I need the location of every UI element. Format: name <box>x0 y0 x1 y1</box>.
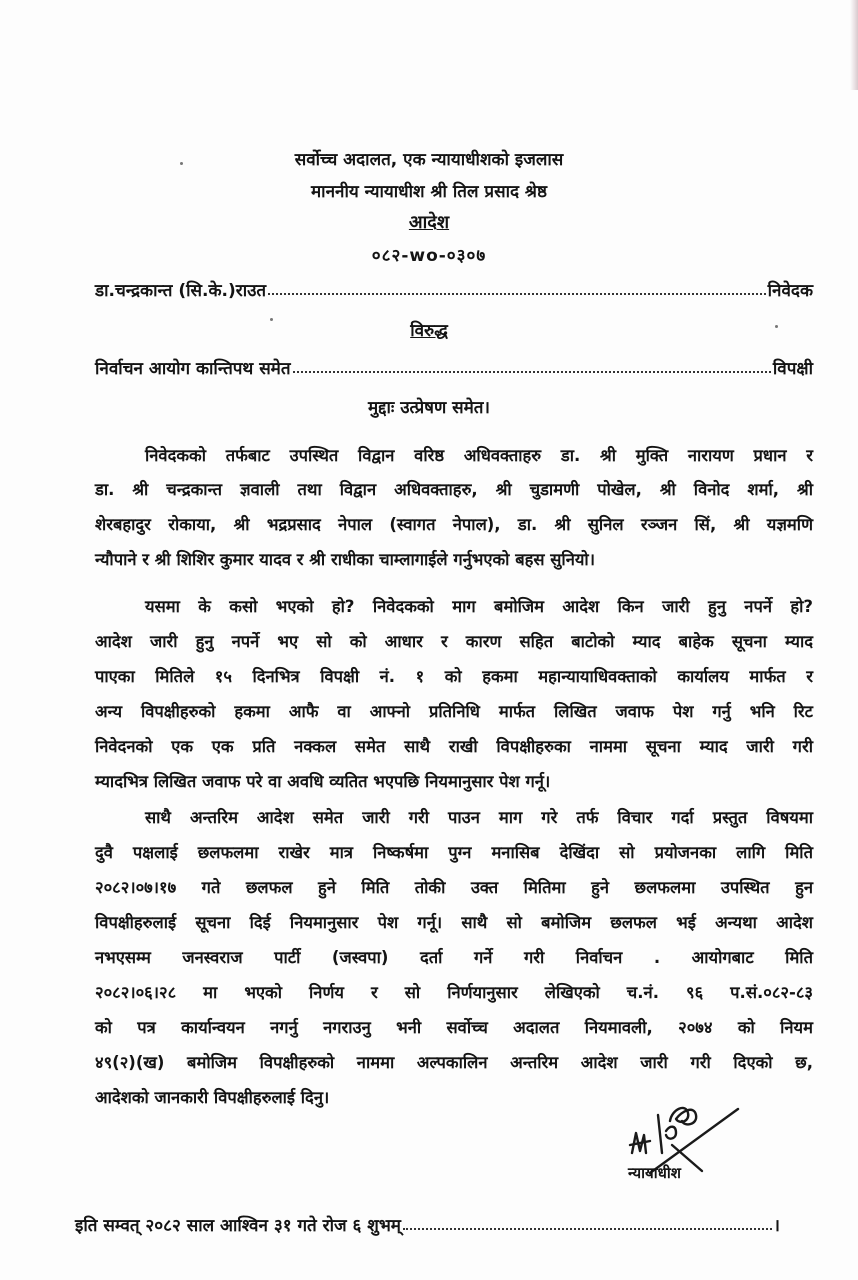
body-line: विपक्षीहरुलाई सूचना दिई नियमानुसार पेश गर्नू। साथै सो बमोजिम छलफल भई अन्यथा आदेश <box>95 913 813 932</box>
dotted-leader <box>403 1227 772 1230</box>
body-line: ४९(२)(ख) बमोजिम विपक्षीहरुको नाममा अल्पकालिन अन्तरिम आदेश जारी गरी दिएको छ, <box>95 1053 813 1072</box>
body-line: २०८२।०६।२८ मा भएको निर्णय र सो निर्णयानुसार लेखिएको च.नं. ९६ प.सं.०८२-८३ <box>95 983 813 1002</box>
body-line: निवेदकको तर्फबाट उपस्थित विद्वान वरिष्ठ अधिवक्ताहरु डा. श्री मुक्ति नारायण प्रधान र <box>145 446 813 465</box>
dotted-leader <box>268 292 766 295</box>
body-line: डा. श्री चन्द्रकान्त ज्ञवाली तथा विद्वान अधिवक्ताहरु, श्री चुडामणी पोखेल, श्री विनोद शर्मा, श्री <box>95 480 813 499</box>
court-name: सर्वोच्च अदालत, एक न्यायाधीशको इजलास <box>294 150 564 170</box>
body-line: साथै अन्तरिम आदेश समेत जारी गरी पाउन माग गरे तर्फ विचार गर्दा प्रस्तुत विषयमा <box>145 808 813 827</box>
body-line: निवेदनको एक एक प्रति नक्कल समेत साथै राखी विपक्षीहरुका नाममा सूचना म्याद जारी गरी <box>95 737 813 756</box>
body-line: २०८२।०७।१७ गते छलफल हुने मिति तोकी उक्त मितिमा हुने छलफलमा उपस्थित हुन <box>95 878 813 897</box>
body-line: पाएका मितिले १५ दिनभित्र विपक्षी नं. १ को हकमा महान्यायाधिवक्ताको कार्यालय मार्फत र <box>95 667 813 686</box>
body-line: अन्य विपक्षीहरुको हकमा आफै वा आफ्नो प्रतिनिधि मार्फत लिखित जवाफ पेश गर्नु भनि रिट <box>95 702 813 721</box>
body-line: यसमा के कसो भएको हो? निवेदकको माग बमोजिम आदेश किन जारी हुनु नपर्ने हो? <box>145 597 813 616</box>
body-line: म्यादभित्र लिखित जवाफ परे वा अवधि व्यतित भएपछि नियमानुसार पेश गर्नू। <box>95 772 551 791</box>
respondent-name: निर्वाचन आयोग कान्तिपथ समेत <box>95 359 291 379</box>
body-line: न्यौपाने र श्री शिशिर कुमार यादव र श्री राधीका चाम्लागाईले गर्नुभएको बहस सुनियो। <box>95 550 595 569</box>
document-type-heading: आदेश <box>408 212 450 233</box>
case-subject: मुद्दाः उत्प्रेषण समेत। <box>368 398 490 418</box>
respondent-role: विपक्षी <box>772 359 813 379</box>
petitioner-line <box>95 278 813 301</box>
body-line: शेरबहादुर रोकाया, श्री भद्रप्रसाद नेपाल (स्वागत नेपाल), डा. श्री सुनिल रञ्जन सिं, श्री यज्ञमणि <box>95 515 813 534</box>
petitioner-role: निवेदक <box>767 281 813 301</box>
respondent-line <box>95 356 813 379</box>
body-line: नभएसम्म जनस्वराज पार्टी (जस्वपा) दर्ता गर्ने गरी निर्वाचन . आयोगबाट मिति <box>95 948 813 967</box>
judge-name: माननीय न्यायाधीश श्री तिल प्रसाद श्रेष्ठ <box>311 182 547 202</box>
versus-heading: विरुद्ध <box>410 321 448 341</box>
case-number: ०८२-wo-०३०७ <box>371 246 487 266</box>
footer-date-line <box>75 1213 780 1236</box>
body-line: दुवै पक्षलाई छलफलमा राखेर मात्र निष्कर्षमा पुग्न मनासिब देखिंदा सो प्रयोजनका लागि मिति <box>95 843 813 862</box>
body-line: आदेशको जानकारी विपक्षीहरुलाई दिनु। <box>95 1088 330 1107</box>
body-line: आदेश जारी हुनु नपर्ने भए सो को आधार र कारण सहित बाटोको म्याद बाहेक सूचना म्याद <box>95 632 813 651</box>
footer-date: इति सम्वत् २०८२ साल आश्विन ३१ गते रोज ६ शुभम् <box>75 1216 401 1236</box>
footer-end-mark: । <box>773 1216 780 1236</box>
signature-title: न्यायाधीश <box>628 1164 681 1182</box>
petitioner-name: डा.चन्द्रकान्त (सि.के.)राउत <box>95 281 267 301</box>
dotted-leader <box>293 370 771 373</box>
page-edge-shadow <box>850 0 858 90</box>
body-line: को पत्र कार्यान्वयन नगर्नु नगराउनु भनी सर्वोच्च अदालत नियमावली, २०७४ को नियम <box>95 1018 813 1037</box>
